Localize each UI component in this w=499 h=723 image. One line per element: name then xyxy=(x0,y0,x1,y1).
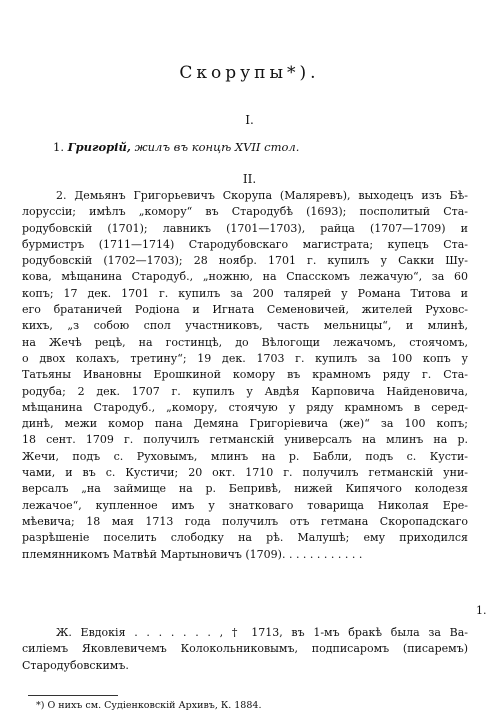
entry-2-line: Татьяны Ивановны Ерошкиной комору въ крамномъ ряду г. Ста- xyxy=(22,368,468,382)
entry-2-line: кихъ, „з собою спол участниковъ, часть мельницы“, и млинѣ, xyxy=(22,319,468,333)
daughter-line: силіемъ Яковлевичемъ Колокольниковымъ, подписаромъ (писаремъ) xyxy=(22,642,468,656)
entry-2-paragraph xyxy=(22,188,468,563)
entry-2-line: мѣщанина Стародуб., „комору, стоячую у ряду крамномъ в серед- xyxy=(22,400,468,414)
entry-2-line: динѣ, межи комор пана Демяна Григорiевича (же)“ за 100 копъ; xyxy=(22,417,468,431)
entry-2-line: кова, мѣщанина Стародуб., „ножню, на Спасскомъ лежачую“, за 60 xyxy=(22,270,468,284)
entry-2-line: лежачое“, купленное имъ у знатковаго товарища Николая Ере- xyxy=(22,498,468,512)
page-title: Скорупы*). xyxy=(179,63,320,83)
entry-2-line: о двох колахъ, третину“; 19 дек. 1703 г. купилъ за 100 копъ у xyxy=(22,351,468,365)
entry-2-line: его братаничей Родіона и Игната Семеновичей, жителей Руховс- xyxy=(22,303,468,317)
entry-1-number: 1. xyxy=(53,140,64,154)
entry-2-line: родубовскій (1702—1703); 28 ноябр. 1701 г. купилъ у Сакки Шу- xyxy=(22,254,468,268)
section-heading-2: II. xyxy=(242,172,257,186)
entry-1-text: жилъ въ концѣ XVII стол. xyxy=(134,140,300,154)
footnote-divider xyxy=(28,695,118,696)
entry-2-line: 2. Демьянъ Григорьевичъ Скорупа (Маляревъ), выходецъ изъ Бѣ- xyxy=(56,189,468,202)
entry-2-line: мѣевича; 18 мая 1713 года получилъ отъ гетмана Скоропадскаго xyxy=(22,514,468,528)
entry-2-line: бурмистръ (1711—1714) Стародубовскаго магистрата; купецъ Ста- xyxy=(22,237,468,251)
entry-2-line: разрѣшеніе поселить слободку на рѣ. Малушѣ; ему приходился xyxy=(22,531,468,545)
entry-2-line: родуба; 2 дек. 1707 г. купилъ у Авдѣя Карповича Найденовича, xyxy=(22,384,468,398)
daughter-line: Ж. Евдокія . . . . . . . , † 1713, въ 1-мъ бракѣ была за Ва- xyxy=(56,626,468,639)
entry-2-line: лоруссіи; имѣлъ „комору“ въ Стародубѣ (1693); посполитый Ста- xyxy=(22,205,468,219)
entry-2-line: на Жечѣ рецѣ, на гостинцѣ, до Вѣлогощи лежачомъ, стоячомъ, xyxy=(22,335,468,349)
entry-2-line: версалъ „на займище на р. Бепривѣ, нижей Кипячого колодезя xyxy=(22,482,468,496)
entry-1-name: Григорій, xyxy=(67,140,131,154)
entry-2-line: Жечи, подъ с. Руховымъ, млинъ на р. Бабли, подъ с. Кусти- xyxy=(22,449,468,463)
section-heading-1: I. xyxy=(245,113,254,127)
margin-reference: 1. xyxy=(476,604,487,617)
entry-2-line: племянникомъ Матвѣй Мартыновичъ (1709). . . . . . . . . . . . xyxy=(22,547,363,561)
daughter-paragraph xyxy=(22,625,468,674)
entry-1 xyxy=(53,140,299,154)
daughter-line: Стародубовскимъ. xyxy=(22,658,129,672)
entry-2-line: родубовскій (1701); лавникъ (1701—1703), райца (1707—1709) и xyxy=(22,221,468,235)
entry-2-line: чами, и въ с. Кустичи; 20 окт. 1710 г. получилъ гетманскій уни- xyxy=(22,466,468,480)
footnote: *) О нихъ см. Судіенковскій Архивъ, К. 1884. xyxy=(36,700,262,711)
entry-2-line: 18 сент. 1709 г. получилъ гетманскій универсалъ на млинъ на р. xyxy=(22,433,468,447)
entry-2-line: копъ; 17 дек. 1701 г. купилъ за 200 талярей у Романа Титова и xyxy=(22,286,468,300)
